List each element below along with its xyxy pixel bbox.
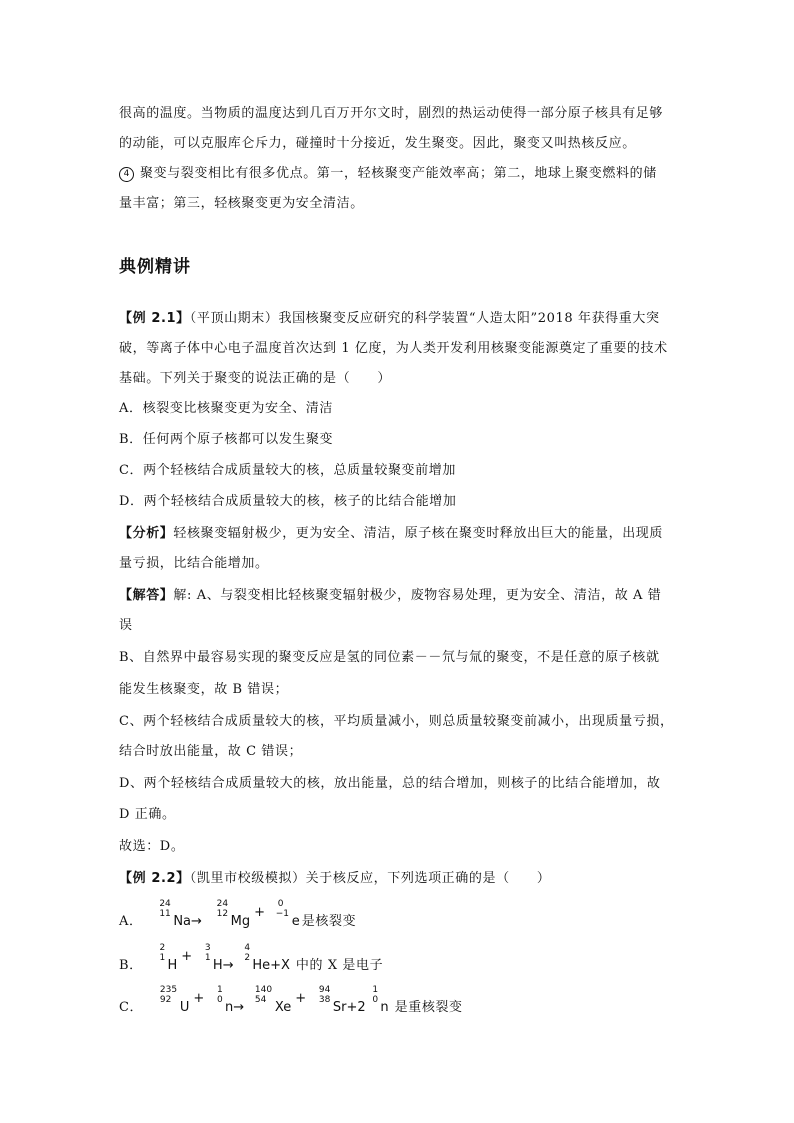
nuclide-neutron: 1 0 n→ — [217, 985, 245, 1015]
plus-sign: + — [193, 991, 205, 1006]
answer — [119, 586, 679, 606]
nuclide-neutron: 1 0 n — [372, 985, 389, 1015]
answer-text: B、自然界中最容易实现的聚变反应是氢的同位素－－氘与氚的聚变，不是任意的原子核就 — [119, 650, 660, 665]
answer-text: C、两个轻核结合成质量较大的核，平均质量减小，则总质量较聚变前减小，出现质量亏损， — [119, 714, 674, 729]
answer-text: D 正确。 — [119, 807, 176, 822]
example-label: 【例 2.1】 — [119, 311, 190, 326]
nuclide-helium: 4 2 He+X — [244, 943, 290, 973]
nuclide-electron: 0 −1 e — [275, 899, 300, 929]
option-b: B．任何两个原子核都可以发生聚变 — [119, 432, 334, 447]
option-a: A．核裂变比核聚变更为安全、清洁 — [119, 401, 333, 416]
plus-sign: + — [295, 991, 307, 1006]
example-label: 【例 2.2】 — [119, 871, 190, 886]
point-4 — [119, 164, 679, 184]
answer-text: 故选：D。 — [119, 839, 185, 854]
plus-sign: + — [254, 905, 266, 920]
answer-text: 误 — [119, 618, 133, 633]
nuclide-deuterium: 2 1 H — [159, 943, 178, 973]
answer-text: D、两个轻核结合成质量较大的核，放出能量，总的结合增加，则核子的比结合能增加，故 — [119, 776, 661, 791]
answer-text: 解: A、与裂变相比轻核聚变辐射极少，废物容易处理，更为安全、清洁，故 A 错 — [173, 588, 662, 603]
question-text: 破，等离子体中心电子温度首次达到 1 亿度，为人类开发利用核聚变能源奠定了重要的技术 — [119, 341, 668, 356]
intro-line: 的动能，可以克服库仑斥力，碰撞时十分接近，发生聚变。因此，聚变又叫热核反应。 — [119, 136, 636, 151]
option-d: D．两个轻核结合成质量较大的核，核子的比结合能增加 — [119, 494, 457, 509]
nuclide-strontium: 94 38 Sr+2 — [318, 985, 366, 1015]
analysis-text: 轻核聚变辐射极少，更为安全、清洁，原子核在聚变时释放出巨大的能量，出现质 — [173, 526, 664, 541]
option-c: C．两个轻核结合成质量较大的核，总质量较聚变前增加 — [119, 463, 456, 478]
plus-sign: + — [181, 949, 193, 964]
intro-line: 很高的温度。当物质的温度达到几百万开尔文时，剧烈的热运动使得一部分原子核具有足够 — [119, 106, 664, 121]
example-2-1-question — [119, 309, 679, 329]
analysis-label: 【分析】 — [119, 526, 174, 541]
option-text: 是核裂变 — [301, 914, 357, 929]
option-b — [119, 943, 384, 976]
option-letter: C． — [119, 1000, 144, 1015]
option-text: 中的 X 是电子 — [295, 958, 384, 973]
answer-text: 结合时放出能量，故 C 错误； — [119, 744, 303, 759]
analysis — [119, 524, 679, 544]
option-letter: B． — [119, 958, 143, 973]
nuclide-uranium: 235 92 U — [159, 985, 190, 1015]
answer-label: 【解答】 — [119, 588, 174, 603]
nuclide-sodium: 24 11 Na→ — [159, 899, 202, 929]
example-2-2-question — [119, 869, 679, 889]
nuclide-magnesium: 24 12 Mg — [216, 899, 251, 929]
point-text: 聚变与裂变相比有很多优点。第一，轻核聚变产能效率高；第二，地球上聚变燃料的储 — [140, 166, 657, 181]
analysis-text: 量亏损，比结合能增加。 — [119, 556, 269, 571]
option-letter: A． — [119, 914, 143, 929]
option-c — [119, 985, 463, 1018]
question-text: （平顶山期末）我国核聚变反应研究的科学装置“人造太阳”2018 年获得重大突 — [189, 311, 660, 326]
option-text: 是重核裂变 — [394, 1000, 463, 1015]
nuclide-tritium: 3 1 H→ — [204, 943, 234, 973]
circled-number: 4 — [119, 167, 134, 182]
section-title: 典例精讲 — [119, 257, 191, 277]
point-text-cont: 量丰富；第三，轻核聚变更为安全清洁。 — [119, 196, 364, 211]
nuclide-xenon: 140 54 Xe — [254, 985, 292, 1015]
question-text: （凯里市校级模拟）关于核反应，下列选项正确的是（ ） — [189, 871, 551, 886]
question-text: 基础。下列关于聚变的说法正确的是（ ） — [119, 371, 392, 386]
answer-text: 能发生核聚变，故 B 错误； — [119, 682, 289, 697]
option-a — [119, 899, 357, 932]
